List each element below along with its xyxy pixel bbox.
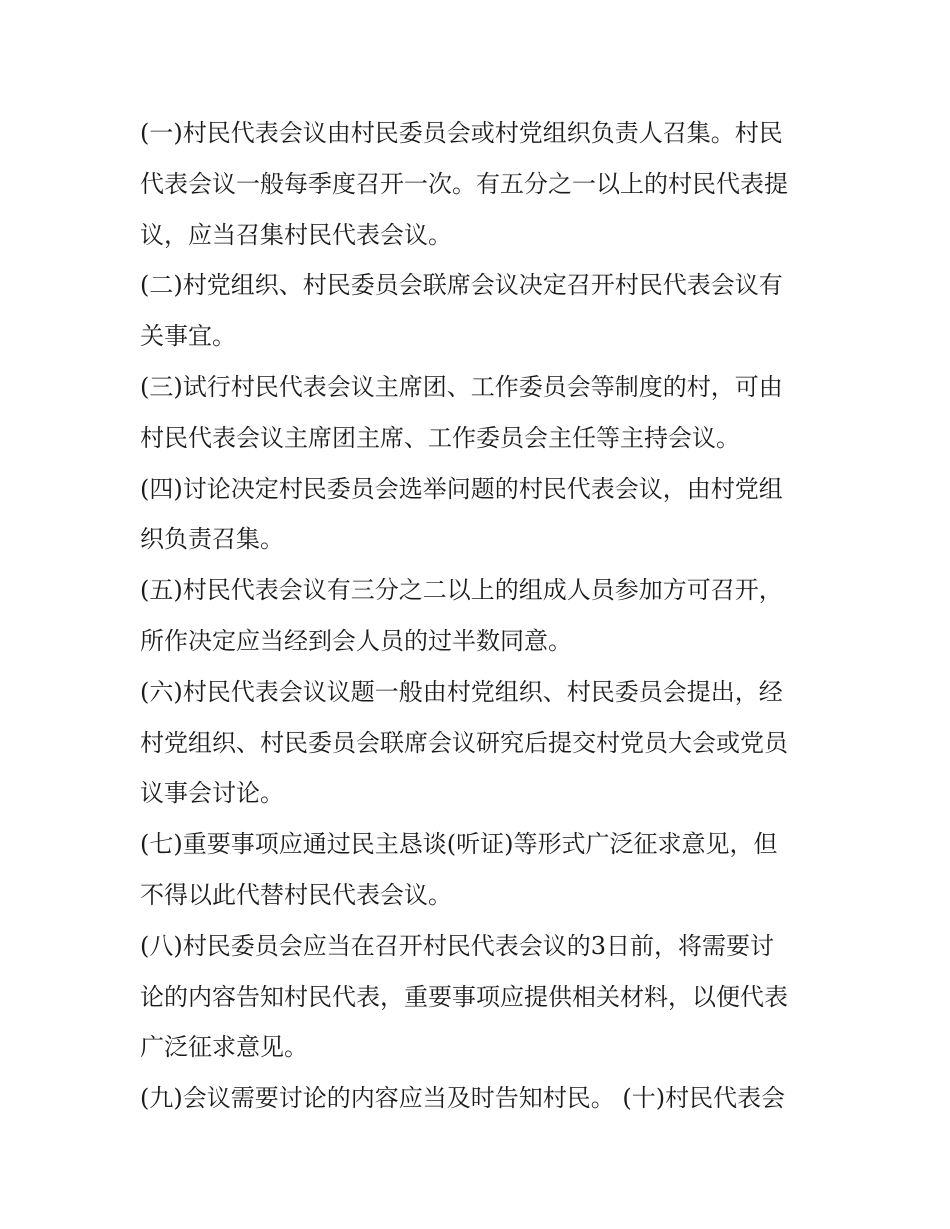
- text-line: 不得以此代替村民代表会议。: [140, 880, 452, 909]
- text-line: 议事会讨论。: [140, 779, 284, 808]
- text-line: 广泛征求意见。: [140, 1033, 308, 1062]
- text-line: 关事宜。: [140, 322, 236, 351]
- text-line: (九)会议需要讨论的内容应当及时告知村民。 (十)村民代表会: [140, 1084, 786, 1113]
- text-line: (四)讨论决定村民委员会选举问题的村民代表会议，由村党组: [140, 474, 783, 503]
- text-line: (二)村党组织、村民委员会联席会议决定召开村民代表会议有: [140, 271, 783, 300]
- text-line: 织负责召集。: [140, 525, 284, 554]
- text-line: 代表会议一般每季度召开一次。有五分之一以上的村民代表提: [140, 169, 788, 198]
- text-line: (六)村民代表会议议题一般由村党组织、村民委员会提出，经: [140, 677, 783, 706]
- text-line: (五)村民代表会议有三分之二以上的组成人员参加方可召开，: [140, 576, 783, 605]
- text-line: 论的内容告知村民代表，重要事项应提供相关材料，以便代表: [140, 982, 788, 1011]
- text-line: (七)重要事项应通过民主恳谈(听证)等形式广泛征求意见，但: [140, 830, 778, 859]
- text-line: 村党组织、村民委员会联席会议研究后提交村党员大会或党员: [140, 728, 788, 757]
- text-line: 所作决定应当经到会人员的过半数同意。: [140, 626, 572, 655]
- text-line: 议，应当召集村民代表会议。: [140, 220, 452, 249]
- text-line: 村民代表会议主席团主席、工作委员会主任等主持会议。: [140, 423, 740, 452]
- text-line: (八)村民委员会应当在召开村民代表会议的3日前，将需要讨: [140, 931, 774, 960]
- text-line: (一)村民代表会议由村民委员会或村党组织负责人召集。村民: [140, 119, 783, 147]
- document-body: [140, 108, 820, 1124]
- text-line: (三)试行村民代表会议主席团、工作委员会等制度的村，可由: [140, 372, 783, 401]
